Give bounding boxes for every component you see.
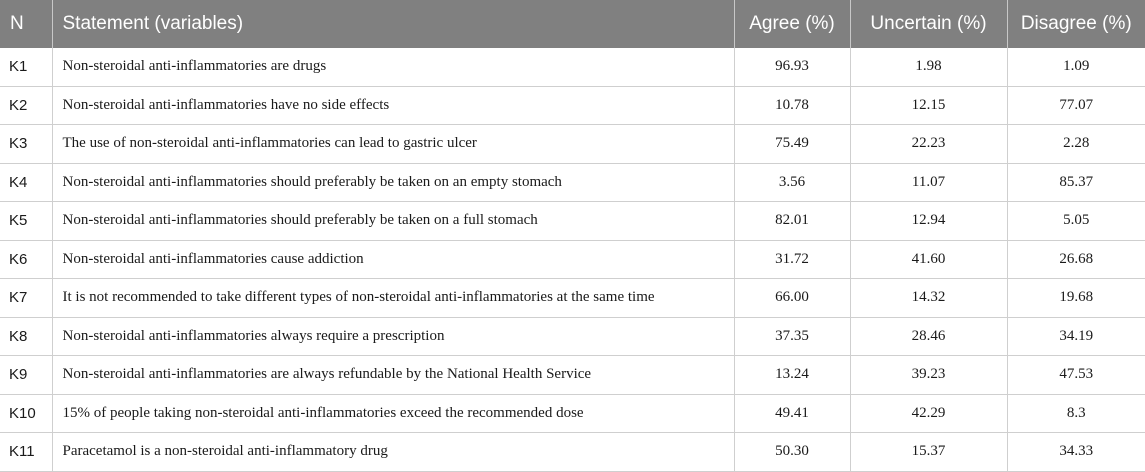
header-agree: Agree (%) [734,0,850,48]
header-n: N [0,0,52,48]
cell-disagree: 34.33 [1007,433,1145,472]
cell-agree: 66.00 [734,279,850,318]
cell-disagree: 8.3 [1007,394,1145,433]
cell-agree: 10.78 [734,86,850,125]
cell-agree: 49.41 [734,394,850,433]
cell-id: K11 [0,433,52,472]
cell-disagree: 1.09 [1007,48,1145,86]
cell-disagree: 47.53 [1007,356,1145,395]
cell-statement: It is not recommended to take different types of non-steroidal anti-inflammatories at the same time [52,279,734,318]
table-row [0,48,1145,86]
header-statement: Statement (variables) [52,0,734,48]
cell-statement: Non-steroidal anti-inflammatories have no side effects [52,86,734,125]
cell-uncertain: 12.94 [850,202,1007,241]
cell-disagree: 26.68 [1007,240,1145,279]
cell-uncertain: 14.32 [850,279,1007,318]
table-header [0,0,1145,48]
cell-disagree: 19.68 [1007,279,1145,318]
table-row [0,240,1145,279]
table-row [0,433,1145,472]
cell-id: K10 [0,394,52,433]
table-row [0,279,1145,318]
cell-id: K9 [0,356,52,395]
cell-agree: 3.56 [734,163,850,202]
cell-statement: Non-steroidal anti-inflammatories cause addiction [52,240,734,279]
cell-agree: 75.49 [734,125,850,164]
cell-statement: The use of non-steroidal anti-inflammatories can lead to gastric ulcer [52,125,734,164]
table-row [0,86,1145,125]
cell-agree: 82.01 [734,202,850,241]
cell-uncertain: 28.46 [850,317,1007,356]
cell-uncertain: 39.23 [850,356,1007,395]
cell-id: K1 [0,48,52,86]
cell-disagree: 34.19 [1007,317,1145,356]
table-row [0,202,1145,241]
header-uncertain: Uncertain (%) [850,0,1007,48]
header-row [0,0,1145,48]
cell-id: K2 [0,86,52,125]
cell-uncertain: 12.15 [850,86,1007,125]
header-disagree: Disagree (%) [1007,0,1145,48]
cell-uncertain: 22.23 [850,125,1007,164]
table-row [0,394,1145,433]
cell-disagree: 5.05 [1007,202,1145,241]
cell-agree: 37.35 [734,317,850,356]
cell-id: K8 [0,317,52,356]
cell-agree: 96.93 [734,48,850,86]
cell-agree: 31.72 [734,240,850,279]
table-row [0,125,1145,164]
cell-disagree: 77.07 [1007,86,1145,125]
cell-id: K7 [0,279,52,318]
cell-statement: Non-steroidal anti-inflammatories should preferably be taken on an empty stomach [52,163,734,202]
cell-uncertain: 41.60 [850,240,1007,279]
cell-statement: Non-steroidal anti-inflammatories are always refundable by the National Health Service [52,356,734,395]
cell-id: K6 [0,240,52,279]
cell-disagree: 2.28 [1007,125,1145,164]
cell-id: K4 [0,163,52,202]
cell-statement: 15% of people taking non-steroidal anti-inflammatories exceed the recommended dose [52,394,734,433]
cell-disagree: 85.37 [1007,163,1145,202]
cell-uncertain: 1.98 [850,48,1007,86]
cell-statement: Non-steroidal anti-inflammatories always require a prescription [52,317,734,356]
cell-statement: Paracetamol is a non-steroidal anti-inflammatory drug [52,433,734,472]
cell-uncertain: 42.29 [850,394,1007,433]
table-row [0,317,1145,356]
table-body [0,48,1145,471]
cell-agree: 50.30 [734,433,850,472]
cell-uncertain: 11.07 [850,163,1007,202]
cell-statement: Non-steroidal anti-inflammatories are drugs [52,48,734,86]
cell-id: K5 [0,202,52,241]
cell-statement: Non-steroidal anti-inflammatories should preferably be taken on a full stomach [52,202,734,241]
table-row [0,163,1145,202]
cell-id: K3 [0,125,52,164]
cell-uncertain: 15.37 [850,433,1007,472]
table-row [0,356,1145,395]
cell-agree: 13.24 [734,356,850,395]
